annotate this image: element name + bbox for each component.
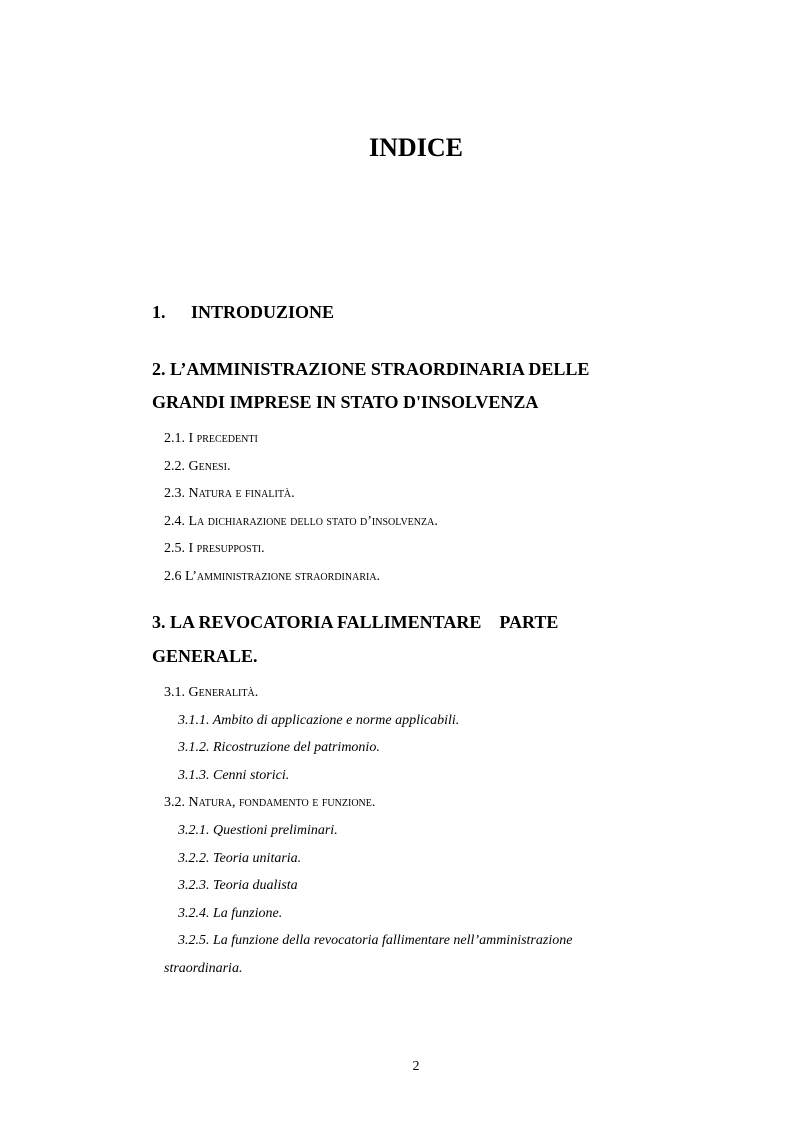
toc-section-2-2[interactable]: 2.2. Genesi. [164, 459, 231, 474]
page-title: INDICE [369, 133, 463, 162]
chapter-title: INTRODUZIONE [191, 302, 335, 322]
toc-section-2-6[interactable]: 2.6 L’amministrazione straordinaria. [164, 569, 381, 584]
toc-subsection-3-1-1[interactable]: 3.1.1. Ambito di applicazione e norme applicabili. [178, 713, 460, 728]
toc-section-3-1[interactable]: 3.1. Generalità. [164, 685, 259, 700]
toc-section-2-3[interactable]: 2.3. Natura e finalità. [164, 486, 295, 501]
chapter-number: 1. [152, 302, 166, 322]
toc-chapter-2-line-2[interactable]: GRANDI IMPRESE IN STATO D'INSOLVENZA [152, 392, 539, 412]
toc-section-2-5[interactable]: 2.5. I presupposti. [164, 541, 265, 556]
page-number: 2 [412, 1059, 420, 1074]
toc-section-2-4[interactable]: 2.4. La dichiarazione dello stato d’insolvenza. [164, 514, 438, 529]
toc-subsection-3-2-5-continued[interactable]: straordinaria. [164, 961, 243, 976]
toc-chapter-3-line-2[interactable]: GENERALE. [152, 646, 258, 666]
toc-subsection-3-2-3[interactable]: 3.2.3. Teoria dualista [178, 878, 298, 893]
toc-subsection-3-1-2[interactable]: 3.1.2. Ricostruzione del patrimonio. [178, 740, 380, 755]
toc-subsection-3-2-2[interactable]: 3.2.2. Teoria unitaria. [178, 851, 302, 866]
toc-chapter-2-line-1[interactable]: 2. L’AMMINISTRAZIONE STRAORDINARIA DELLE [152, 359, 590, 379]
toc-subsection-3-2-1[interactable]: 3.2.1. Questioni preliminari. [178, 823, 338, 838]
toc-subsection-3-2-5[interactable]: 3.2.5. La funzione della revocatoria fallimentare nell’amministrazione [178, 933, 573, 948]
toc-section-3-2[interactable]: 3.2. Natura, fondamento e funzione. [164, 795, 376, 810]
toc-subsection-3-2-4[interactable]: 3.2.4. La funzione. [178, 906, 283, 921]
toc-chapter-3-line-1[interactable]: 3. LA REVOCATORIA FALLIMENTARE PARTE [152, 612, 559, 632]
toc-chapter-1[interactable] [152, 294, 652, 330]
toc-subsection-3-1-3[interactable]: 3.1.3. Cenni storici. [178, 768, 290, 783]
toc-section-2-1[interactable]: 2.1. I precedenti [164, 431, 258, 446]
